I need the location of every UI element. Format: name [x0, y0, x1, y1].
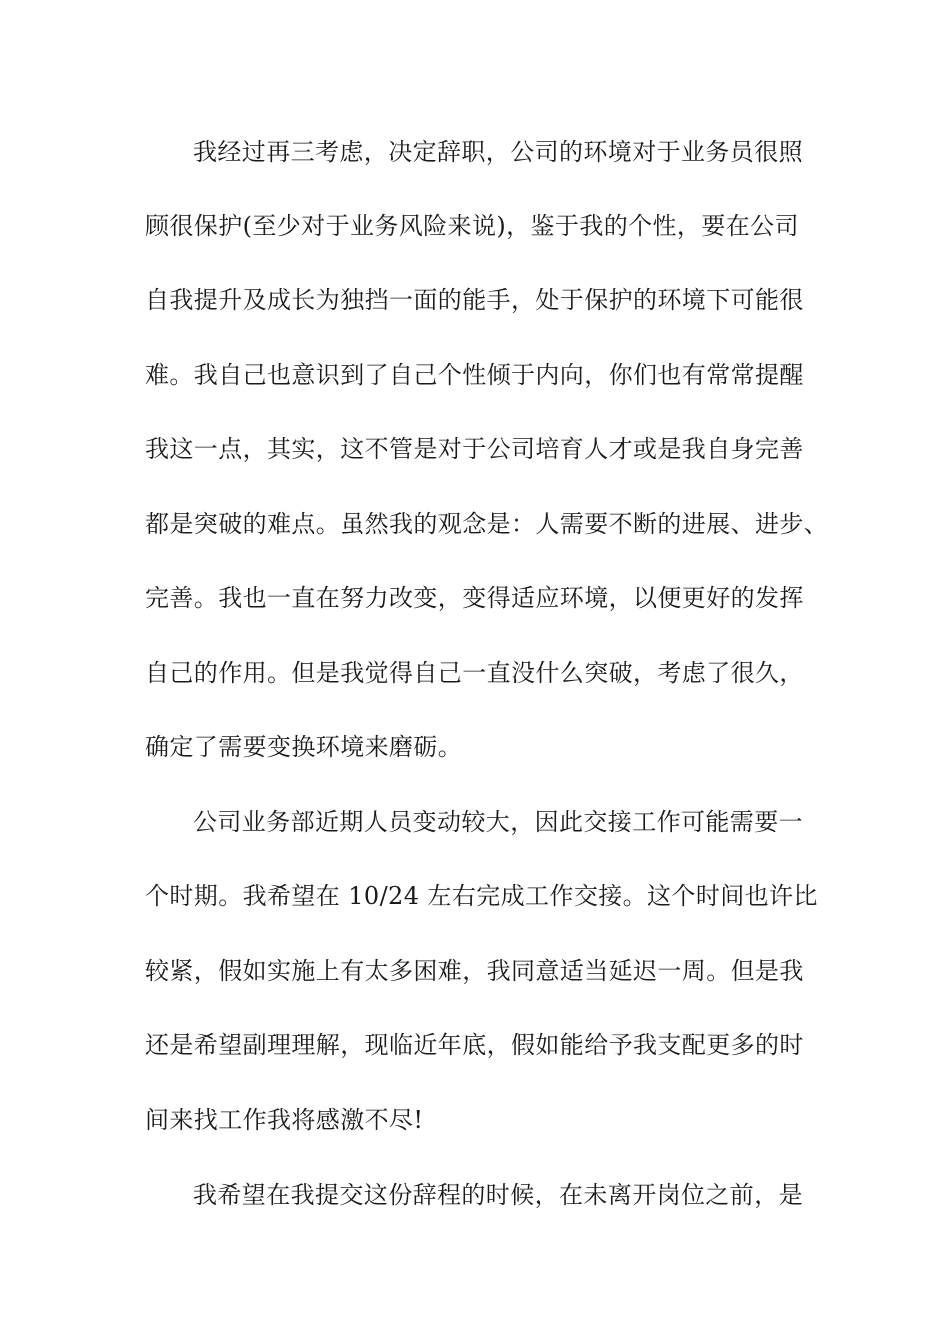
paragraph-1-line-1: 我经过再三考虑，决定辞职，公司的环境对于业务员很照: [193, 138, 803, 166]
paragraph-1-line-9: 确定了需要变换环境来磨砺。: [145, 733, 463, 761]
paragraph-2-line-4: 还是希望副理理解，现临近年底，假如能给予我支配更多的时: [145, 1031, 804, 1059]
paragraph-2-line-2: 个时期。我希望在 10/24 左右完成工作交接。这个时间也许比: [145, 882, 818, 910]
paragraph-1-line-4: 难。我自己也意识到了自己个性倾于内向，你们也有常常提醒: [145, 361, 804, 389]
paragraph-1-line-2: 顾很保护(至少对于业务风险来说)，鉴于我的个性，要在公司: [145, 212, 799, 240]
paragraph-1-line-5: 我这一点，其实，这不管是对于公司培育人才或是我自身完善: [145, 435, 804, 463]
paragraph-1-line-7: 完善。我也一直在努力改变，变得适应环境，以便更好的发挥: [145, 584, 804, 612]
paragraph-2-line-3: 较紧，假如实施上有太多困难，我同意适当延迟一周。但是我: [145, 957, 804, 985]
paragraph-2-line-1: 公司业务部近期人员变动较大，因此交接工作可能需要一: [193, 808, 803, 836]
paragraph-1-line-8: 自己的作用。但是我觉得自己一直没什么突破，考虑了很久，: [145, 659, 804, 687]
paragraph-3-line-1: 我希望在我提交这份辞程的时候，在未离开岗位之前，是: [193, 1181, 803, 1209]
paragraph-2-line-5: 间来找工作我将感激不尽!: [145, 1106, 424, 1134]
paragraph-1-line-3: 自我提升及成长为独挡一面的能手，处于保护的环境下可能很: [145, 286, 804, 314]
paragraph-1-line-6: 都是突破的难点。虽然我的观念是：人需要不断的进展、进步、: [145, 510, 829, 538]
